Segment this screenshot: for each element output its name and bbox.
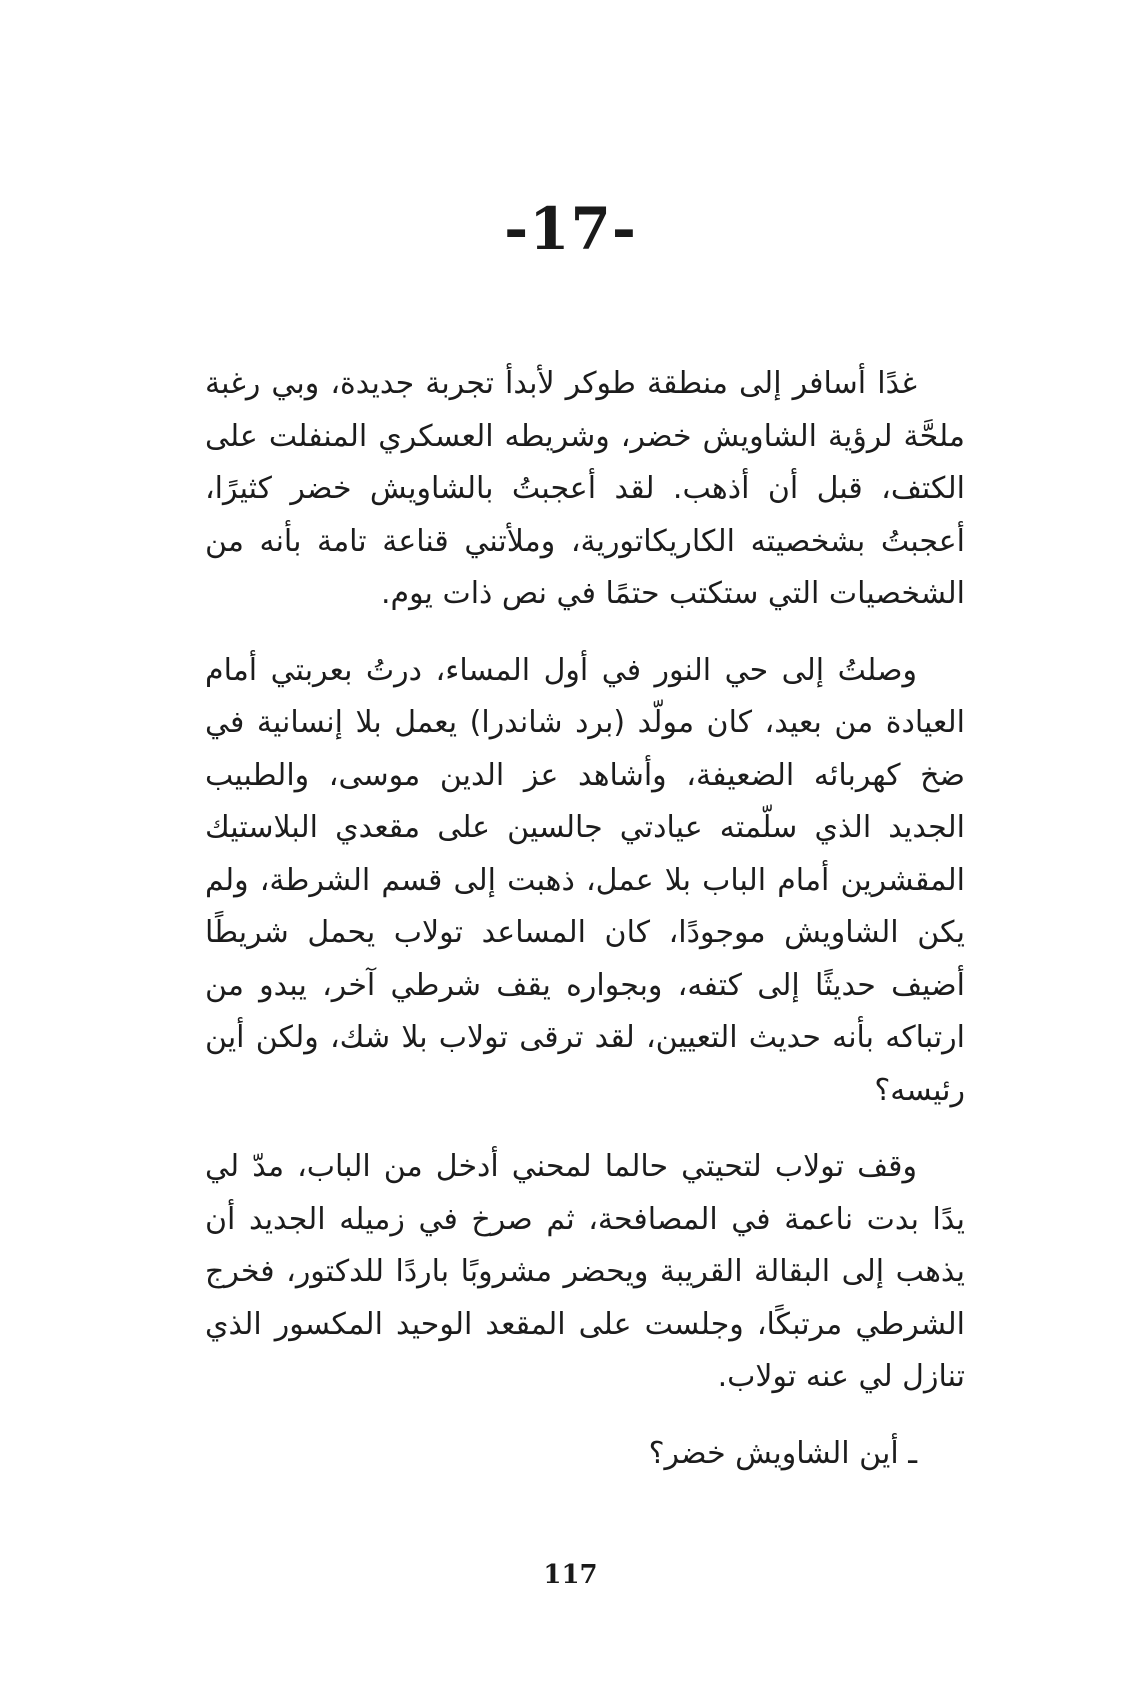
paragraph-1: غدًا أسافر إلى منطقة طوكر لأبدأ تجربة جديدة، وبي رغبة ملحَّة لرؤية الشاويش خضر، وشريطه العسكري المنفلت على الكتف، قبل أن أذهب. لقد أعجبتُ بالشاويش خضر كثيرًا، أعجبتُ بشخصيته الكاريكاتورية، وملأتني قناعة تامة بأنه من الشخصيات التي ستكتب حتمًا في نص ذات يوم. [205,366,965,611]
paragraph-3: وقف تولاب لتحيتي حالما لمحني أدخل من الباب، مدّ لي يدًا بدت ناعمة في المصافحة، ثم صرخ في زميله الجديد أن يذهب إلى البقالة القريبة ويحضر مشروبًا باردًا للدكتور، فخرج الشرطي مرتبكًا، وجلست على المقعد الوحيد المكسور الذي تنازل لي عنه تولاب. [205,1149,965,1394]
chapter-heading: -17- [504,195,637,263]
page-number: 117 [543,1560,598,1590]
paragraph-2: وصلتُ إلى حي النور في أول المساء، درتُ بعربتي أمام العيادة من بعيد، كان مولّد (برد شاندرا) يعمل بلا إنسانية في ضخ كهربائه الضعيفة، وأشاهد عز الدين موسى، والطبيب الجديد الذي سلّمته عيادتي جالسين على مقعدي البلاستيك المقشرين أمام الباب بلا عمل، ذهبت إلى قسم الشرطة، ولم يكن الشاويش موجودًا، كان المساعد تولاب يحمل شريطًا أضيف حديثًا إلى كتفه، وبجواره يقف شرطي آخر، يبدو من ارتباكه بأنه حديث التعيين، لقد ترقى تولاب بلا شك، ولكن أين رئيسه؟ [205,652,965,1108]
chapter-body [205,358,965,1480]
dialogue-line: ـ أين الشاويش خضر؟ [648,1435,917,1471]
